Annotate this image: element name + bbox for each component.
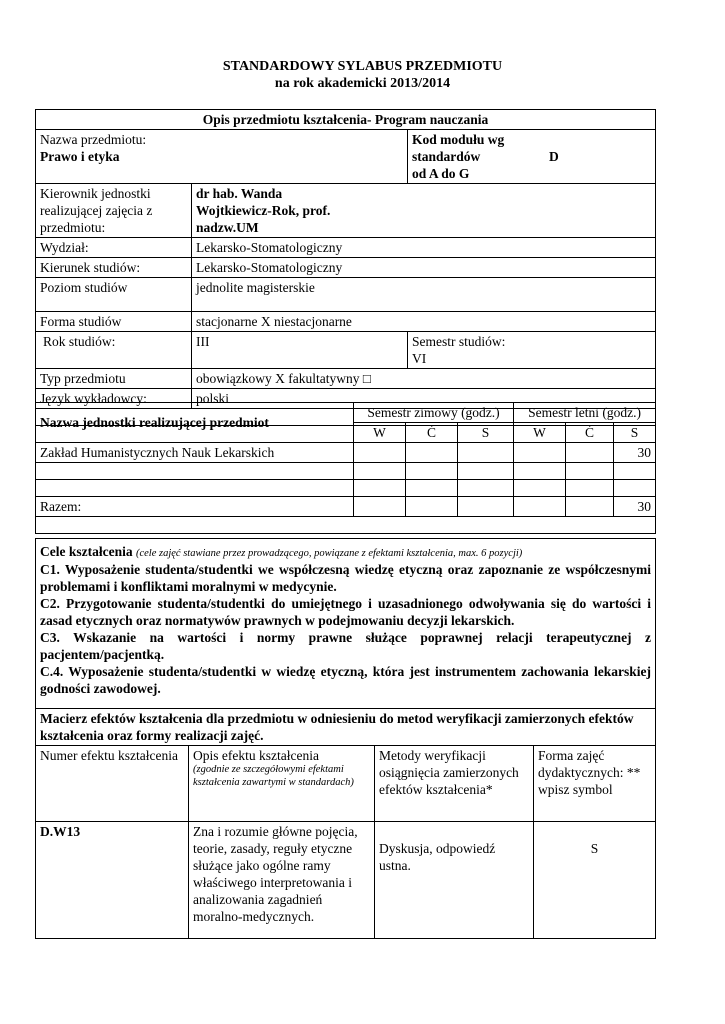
- spacer-row-2: [36, 517, 656, 534]
- document-subtitle: na rok akademicki 2013/2014: [274, 76, 451, 91]
- semester-value: VI: [412, 351, 427, 366]
- course-name-cell: [36, 130, 408, 184]
- sub-header-s-winter: S: [458, 423, 514, 443]
- course-name-label: Nazwa przedmiotu:: [40, 132, 147, 147]
- matrix-col-methods: Metody weryfikacji osiągnięcia zamierzonych efektów kształcenia*: [375, 746, 534, 822]
- sub-header-w-winter: W: [354, 423, 406, 443]
- goal-item: C1. Wyposażenie studenta/studentki we współczesną wiedzę etyczną oraz zapoznanie ze współczesnymi problemami i konfliktami moralnymi w medycynie.: [40, 561, 652, 594]
- total-label: Razem:: [36, 497, 354, 517]
- effect-description: Zna i rozumie główne pojęcia, teorie, zasady, reguły etyczne służące jako ogólne ramy właściwego interpretowania i analizowania zagadnień moralno-medycznych.: [189, 822, 375, 939]
- level-label: Poziom studiów: [36, 278, 192, 312]
- sub-header-c-summer: Ć: [566, 423, 614, 443]
- sub-header-s-summer: S: [614, 423, 656, 443]
- faculty-value: Lekarsko-Stomatologiczny: [192, 238, 656, 258]
- goal-item: C3. Wskazanie na wartości i normy prawne służące poprawnej relacji terapeutycznej z pacjentem/pacjentką.: [40, 629, 652, 662]
- unit-hours-s-summer: 30: [614, 443, 656, 463]
- head-value: dr hab. Wanda Wojtkiewicz-Rok, prof. nadzw.UM: [192, 184, 656, 238]
- document-title: STANDARDOWY SYLABUS PRZEDMIOTU: [222, 59, 503, 74]
- module-code-label-3: od A do G: [412, 166, 470, 181]
- sub-header-w-summer: W: [514, 423, 566, 443]
- matrix-col-description: [189, 746, 375, 822]
- total-value: 30: [614, 497, 656, 517]
- year-value: III: [192, 332, 408, 369]
- matrix-col-form: Forma zajęć dydaktycznych: ** wpisz symbol: [534, 746, 656, 822]
- effect-form: S: [534, 822, 656, 939]
- goal-item: C2. Przygotowanie studenta/studentki do umiejętnego i uzasadnionego odwoływania się do wartości i zasad etycznych oraz normatywów prawnych w podejmowaniu decyzji lekarskich.: [40, 595, 652, 628]
- course-description-table: [35, 109, 656, 426]
- type-label: Typ przedmiotu: [36, 369, 192, 389]
- module-code-cell: [408, 130, 656, 184]
- goal-item: C.4. Wyposażenie studenta/studentki w wiedzę etyczną, która jest instrumentem zachowania lekarskiej godności zawodowej.: [40, 663, 652, 696]
- level-value: jednolite magisterskie: [192, 278, 656, 312]
- form-value: stacjonarne X niestacjonarne: [192, 312, 656, 332]
- goals-matrix-table: [35, 538, 656, 939]
- semester-label: Semestr studiów:: [412, 334, 506, 349]
- unit-name: Zakład Humanistycznych Nauk Lekarskich: [36, 443, 354, 463]
- section-title: Opis przedmiotu kształcenia- Program nauczania: [36, 110, 656, 130]
- module-code-value: D: [549, 149, 559, 164]
- direction-label: Kierunek studiów:: [36, 258, 192, 278]
- module-code-label-1: Kod modułu wg: [412, 132, 505, 147]
- faculty-label: Wydział:: [36, 238, 192, 258]
- goals-section: [36, 539, 656, 709]
- matrix-col-description-note: (zgodnie ze szczegółowymi efektami kształcenia zawartymi w standardach): [193, 764, 354, 788]
- direction-value: Lekarsko-Stomatologiczny: [192, 258, 656, 278]
- effect-number: D.W13: [36, 822, 189, 939]
- course-name-value: Prawo i etyka: [40, 149, 120, 164]
- summer-semester-header: Semestr letni (godz.): [514, 403, 656, 423]
- units-hours-table: [35, 402, 656, 534]
- matrix-col-description-label: Opis efektu kształcenia: [193, 748, 319, 763]
- head-label: Kierownik jednostki realizującej zajęcia z przedmiotu:: [36, 184, 192, 238]
- winter-semester-header: Semestr zimowy (godz.): [354, 403, 514, 423]
- matrix-heading: Macierz efektów kształcenia dla przedmiotu w odniesieniu do metod weryfikacji zamierzonych efektów kształcenia oraz formy realizacji zajęć.: [36, 709, 656, 746]
- unit-name-header: Nazwa jednostki realizującej przedmiot: [36, 403, 354, 443]
- form-label: Forma studiów: [36, 312, 192, 332]
- language-label: Język wykładowcy:: [36, 389, 192, 409]
- semester-cell: [408, 332, 656, 369]
- module-code-label-2: standardów: [412, 149, 481, 164]
- language-value: polski: [192, 389, 656, 409]
- goals-heading-note: (cele zajęć stawiane przez prowadzącego, powiązane z efektami kształcenia, max. 6 pozycji): [135, 548, 523, 559]
- goals-heading: Cele kształcenia: [40, 544, 133, 559]
- effect-methods: Dyskusja, odpowiedź ustna.: [375, 822, 534, 939]
- matrix-col-number: Numer efektu kształcenia: [36, 746, 189, 822]
- sub-header-c-winter: Ć: [406, 423, 458, 443]
- type-value: obowiązkowy X fakultatywny □: [192, 369, 656, 389]
- year-label: Rok studiów:: [36, 332, 192, 369]
